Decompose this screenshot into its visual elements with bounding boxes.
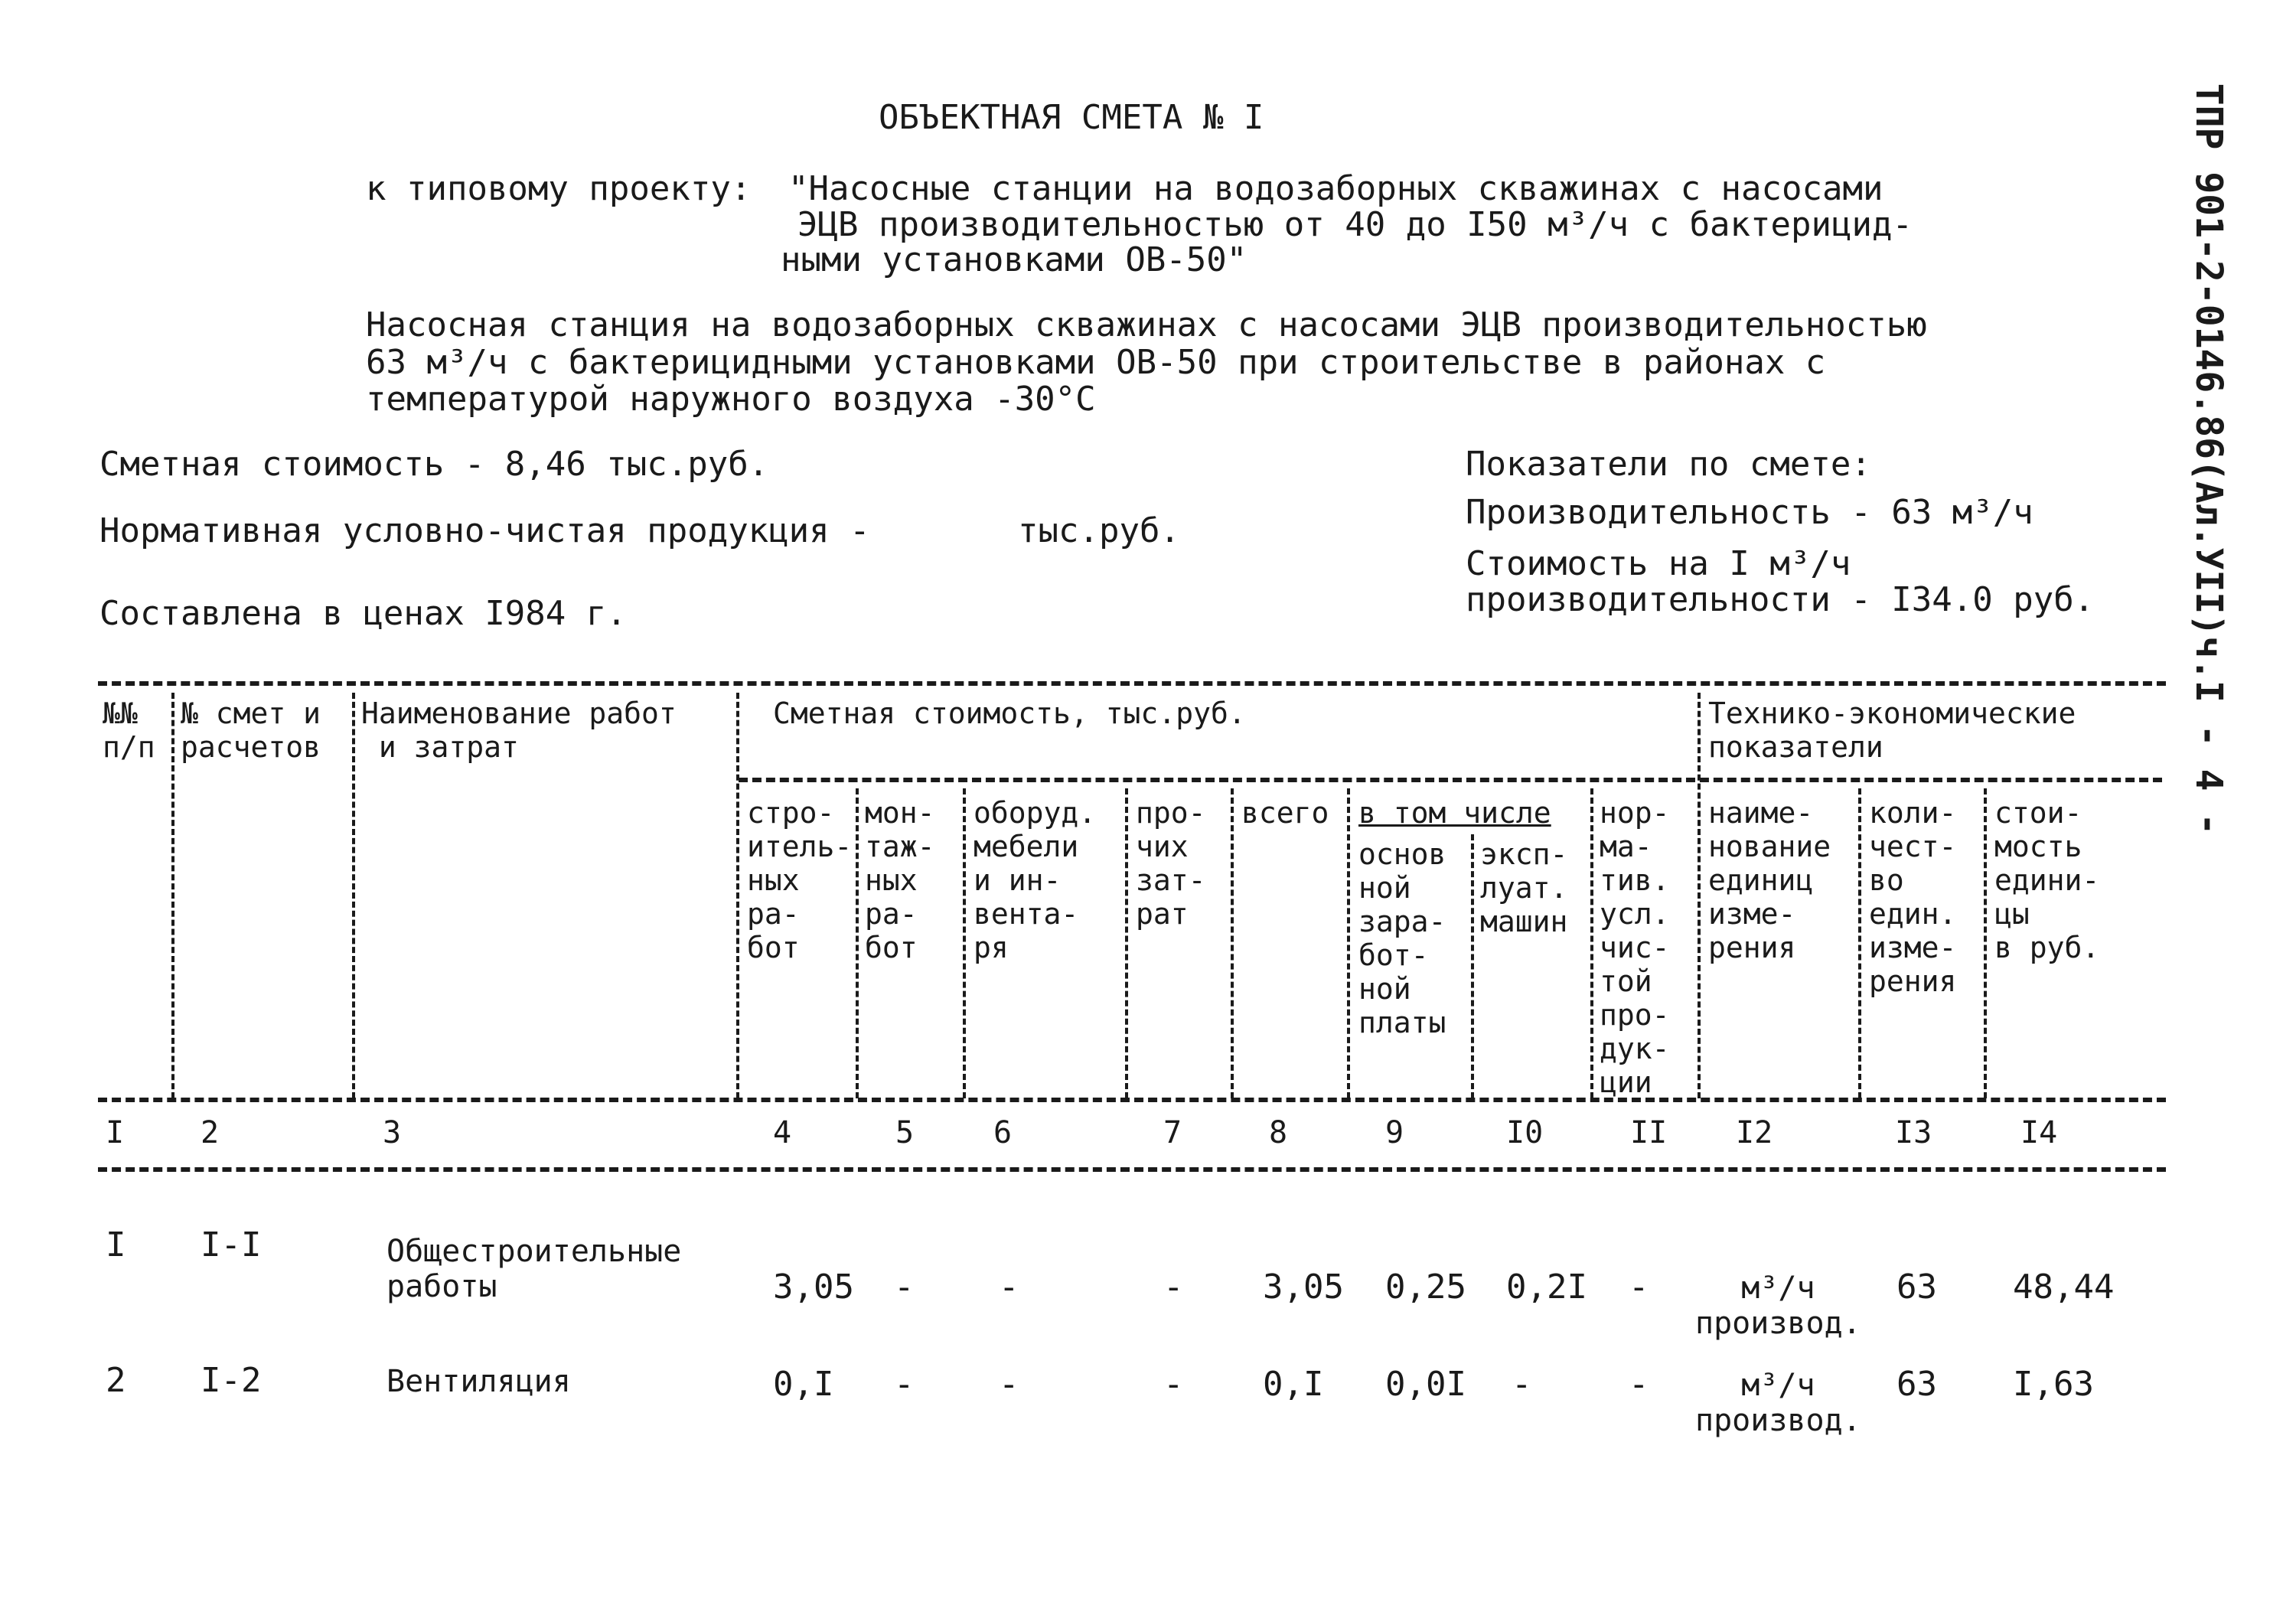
row-installation-cost: -: [894, 1365, 915, 1404]
project-name-line-3: ными установками ОВ-50": [781, 240, 1247, 279]
capacity-indicator: Производительность - 63 м³/ч: [1466, 493, 2033, 532]
col-divider-2: [352, 693, 355, 1098]
row-unit-quantity: 63: [1896, 1268, 1937, 1307]
indicators-title: Показатели по смете:: [1466, 445, 1871, 484]
unit-cost-line-2: производительности - I34.0 руб.: [1466, 580, 2095, 619]
col-divider-12: [1858, 788, 1861, 1098]
col-divider-9: [1471, 834, 1474, 1098]
unit-cost-line-1: Стоимость на I м³/ч: [1466, 544, 1851, 583]
row-normative-product: -: [1629, 1268, 1649, 1307]
header-col-5: мон- таж- ных ра- бот: [865, 796, 935, 964]
header-col-3: Наименование работ и затрат: [361, 697, 677, 764]
col-divider-11: [1698, 693, 1701, 1098]
subheader-rule: [739, 778, 2162, 782]
row-installation-cost: -: [894, 1268, 915, 1307]
row-number: 2: [106, 1361, 126, 1400]
object-line-1: Насосная станция на водозаборных скважинах с насосами ЭЦВ производительностью: [366, 305, 1927, 344]
colnum-1: I: [106, 1115, 125, 1150]
normative-unit: тыс.руб.: [1018, 511, 1180, 550]
colnum-4: 4: [773, 1115, 792, 1150]
header-col-8: всего: [1241, 796, 1329, 830]
header-col-14: стои- мость едини- цы в руб.: [1994, 796, 2100, 964]
row-normative-product: -: [1629, 1365, 1649, 1404]
document-code-text: ТПР 901-2-0146.86(Ал.УII)ч.I - 4 -: [2187, 83, 2230, 836]
colnum-12: I2: [1736, 1115, 1773, 1150]
object-line-2: 63 м³/ч с бактерицидными установками ОВ-50 при строительстве в районах с: [366, 343, 1826, 382]
row-construction-cost: 3,05: [773, 1268, 854, 1307]
col-divider-5: [963, 788, 966, 1098]
header-col-11: нор- ма- тив. усл. чис- той про- дук- ции: [1600, 796, 1670, 1099]
row-other-cost: -: [1163, 1365, 1184, 1404]
col-divider-4: [856, 788, 859, 1098]
row-machines: -: [1512, 1365, 1532, 1404]
row-unit-quantity: 63: [1896, 1365, 1937, 1404]
project-name-line-1: "Насосные станции на водозаборных скважинах с насосами: [788, 169, 1883, 208]
col-divider-8: [1347, 788, 1350, 1098]
header-incl: в том числе: [1358, 796, 1551, 830]
header-col-1: №№ п/п: [103, 697, 155, 764]
document-code: [2181, 83, 2236, 836]
header-col-9: основ ной зара- бот- ной платы: [1358, 837, 1446, 1039]
header-col-7: про- чих зат- рат: [1136, 796, 1206, 931]
normative-product: Нормативная условно-чистая продукция -: [99, 511, 870, 550]
colnum-6: 6: [993, 1115, 1013, 1150]
row-total-cost: 0,I: [1263, 1365, 1324, 1404]
header-col-4: стро- итель- ных ра- бот: [747, 796, 853, 964]
col-divider-3: [736, 693, 739, 1098]
col-divider-7: [1231, 788, 1234, 1098]
header-bottom-rule: [98, 1098, 2166, 1102]
header-tech-group: Технико-экономические показатели: [1708, 697, 2076, 764]
colnum-14: I4: [2020, 1115, 2058, 1150]
object-line-3: температурой наружного воздуха -30°С: [366, 380, 1096, 419]
row-estimate-code: I-2: [201, 1361, 262, 1400]
colnum-11: II: [1630, 1115, 1668, 1150]
table-top-rule: [98, 681, 2166, 686]
row-other-cost: -: [1163, 1268, 1184, 1307]
header-cost-group: Сметная стоимость, тыс.руб.: [773, 697, 1246, 730]
row-total-cost: 3,05: [1263, 1268, 1344, 1307]
colnum-5: 5: [895, 1115, 915, 1150]
numbers-bottom-rule: [98, 1167, 2166, 1172]
colnum-9: 9: [1385, 1115, 1404, 1150]
row-work-name: Общестроительные работы: [386, 1234, 682, 1304]
row-construction-cost: 0,I: [773, 1365, 834, 1404]
colnum-3: 3: [383, 1115, 402, 1150]
row-machines: 0,2I: [1506, 1268, 1587, 1307]
prices-year: Составлена в ценах I984 г.: [99, 594, 627, 633]
colnum-8: 8: [1269, 1115, 1288, 1150]
row-estimate-code: I-I: [201, 1225, 262, 1264]
project-label: к типовому проекту:: [366, 169, 752, 208]
col-divider-1: [171, 693, 174, 1098]
colnum-2: 2: [201, 1115, 220, 1150]
header-col-13: коли- чест- во един. изме- рения: [1869, 796, 1957, 998]
row-equipment-cost: -: [999, 1268, 1019, 1307]
col-divider-13: [1984, 788, 1987, 1098]
row-unit-cost: I,63: [2013, 1365, 2094, 1404]
row-unit-name: м³/ч производ.: [1695, 1368, 1861, 1438]
row-equipment-cost: -: [999, 1365, 1019, 1404]
colnum-7: 7: [1163, 1115, 1182, 1150]
estimated-cost: Сметная стоимость - 8,46 тыс.руб.: [99, 445, 769, 484]
col-divider-10: [1590, 788, 1593, 1098]
header-col-6: оборуд. мебели и ин- вента- ря: [974, 796, 1097, 964]
header-col-2: № смет и расчетов: [181, 697, 321, 764]
project-name-line-2: ЭЦВ производительностью от 40 до I50 м³/ч с бактерицид-: [797, 205, 1913, 244]
row-work-name: Вентиляция: [386, 1364, 571, 1399]
colnum-10: I0: [1506, 1115, 1544, 1150]
document-title: ОБЪЕКТНАЯ СМЕТА № I: [879, 98, 1264, 137]
col-divider-6: [1125, 788, 1128, 1098]
row-unit-name: м³/ч производ.: [1695, 1271, 1861, 1341]
header-col-12: наиме- нование единиц изме- рения: [1708, 796, 1831, 964]
row-number: I: [106, 1225, 126, 1264]
row-unit-cost: 48,44: [2013, 1268, 2115, 1307]
header-col-10: эксп- луат. машин: [1480, 837, 1568, 938]
row-wages: 0,0I: [1385, 1365, 1466, 1404]
colnum-13: I3: [1895, 1115, 1932, 1150]
row-wages: 0,25: [1385, 1268, 1466, 1307]
